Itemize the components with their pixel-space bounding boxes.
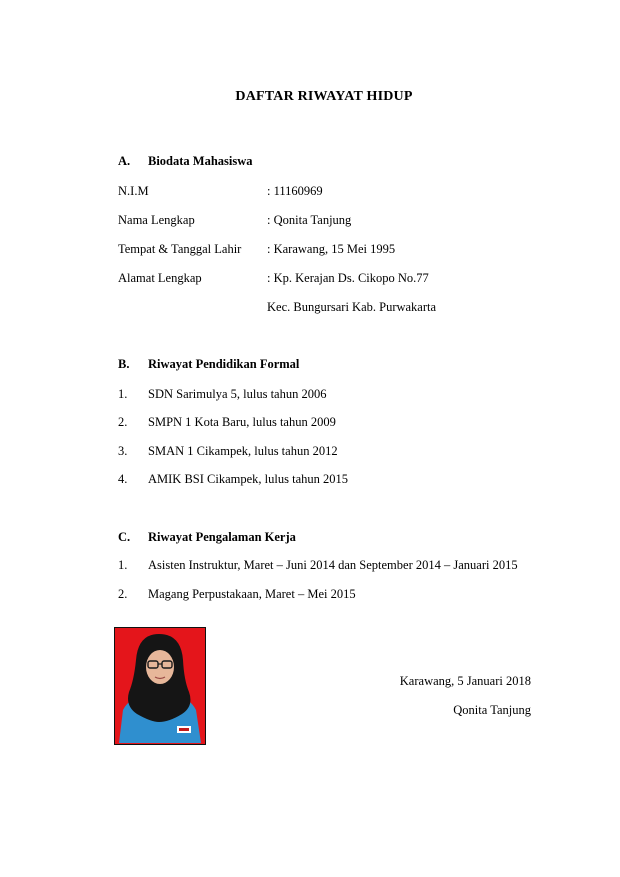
section-title: Biodata Mahasiswa [148,154,253,168]
item-text: SMAN 1 Cikampek, lulus tahun 2012 [148,444,338,458]
field-label: Tempat & Tanggal Lahir [118,242,242,256]
section-letter: B. [118,357,130,371]
section-letter: C. [118,530,131,544]
section-letter: A. [118,154,131,168]
field-value: : Kp. Kerajan Ds. Cikopo No.77 [267,271,429,285]
field-value: : Karawang, 15 Mei 1995 [267,242,396,256]
item-number: 4. [118,472,128,486]
item-text: Asisten Instruktur, Maret – Juni 2014 dan September 2014 – Januari 2015 [148,558,518,572]
field-label: Nama Lengkap [118,213,195,227]
signature-name: Qonita Tanjung [453,703,531,717]
field-value: Kec. Bungursari Kab. Purwakarta [267,300,437,314]
section-title: Riwayat Pendidikan Formal [148,357,300,371]
profile-photo [114,627,206,745]
item-text: Magang Perpustakaan, Maret – Mei 2015 [148,587,356,601]
item-number: 1. [118,387,128,401]
document-title: DAFTAR RIWAYAT HIDUP [235,89,413,104]
item-number: 2. [118,415,128,429]
item-number: 2. [118,587,128,601]
section-title: Riwayat Pengalaman Kerja [148,530,296,544]
person-portrait-icon [115,628,204,743]
field-label: N.I.M [118,184,149,198]
field-value: : 11160969 [267,184,323,198]
item-text: SMPN 1 Kota Baru, lulus tahun 2009 [148,415,336,429]
item-number: 1. [118,558,128,572]
item-text: AMIK BSI Cikampek, lulus tahun 2015 [148,472,348,486]
field-label: Alamat Lengkap [118,271,202,285]
signature-place-date: Karawang, 5 Januari 2018 [399,674,531,688]
item-number: 3. [118,444,128,458]
field-value: : Qonita Tanjung [267,213,352,227]
item-text: SDN Sarimulya 5, lulus tahun 2006 [148,387,327,401]
